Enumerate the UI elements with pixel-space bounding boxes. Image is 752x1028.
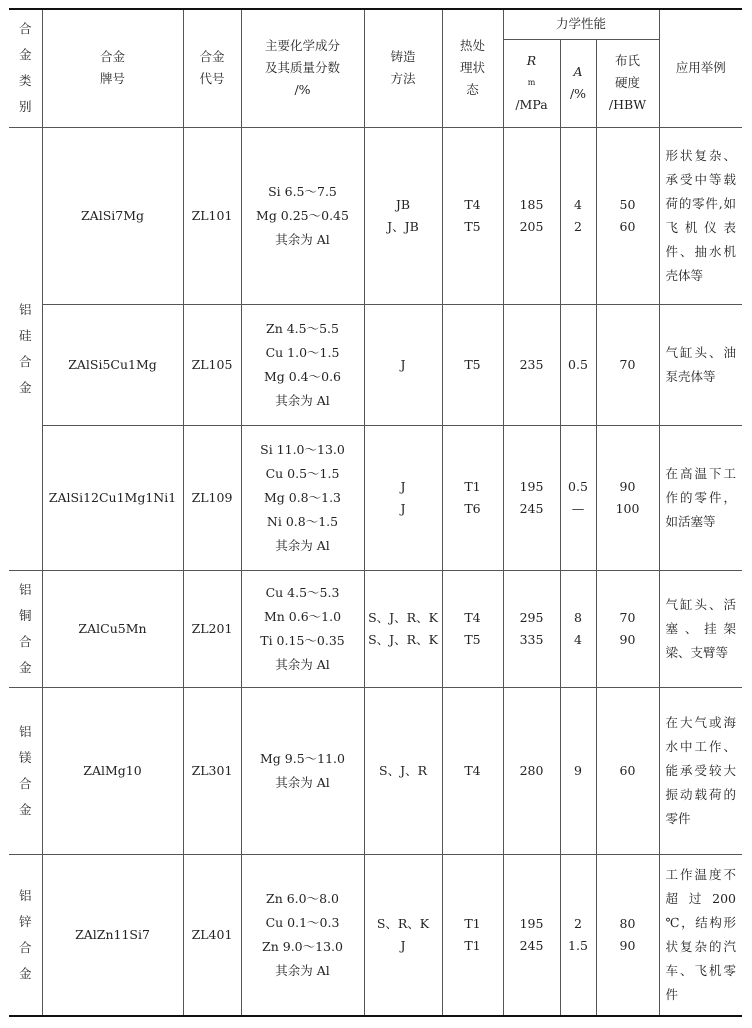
alloy-grade: ZAlSi5Cu1Mg bbox=[42, 304, 183, 425]
application: 在大气或海水中工作、能承受较大振动载荷的零件 bbox=[659, 688, 742, 855]
casting-method: JB J、JB bbox=[364, 127, 442, 304]
tensile-strength: 185 205 bbox=[503, 127, 560, 304]
tensile-strength: 295 335 bbox=[503, 571, 560, 688]
application: 气缸头、活塞、挂架梁、支臂等 bbox=[659, 571, 742, 688]
tensile-strength: 195 245 bbox=[503, 855, 560, 1016]
hardness: 90 100 bbox=[596, 425, 659, 570]
header-hbw: 布氏 硬度 /HBW bbox=[596, 39, 659, 127]
alloy-table bbox=[9, 8, 742, 1017]
elongation: 9 bbox=[560, 688, 596, 855]
composition: Zn 4.5～5.5 Cu 1.0～1.5 Mg 0.4～0.6 其余为 Al bbox=[241, 304, 364, 425]
header-casting: 铸造 方法 bbox=[364, 9, 442, 127]
category-al-cu: 铝 铜 合 金 bbox=[9, 571, 42, 688]
table-row bbox=[9, 571, 742, 688]
alloy-grade: ZAlSi7Mg bbox=[42, 127, 183, 304]
casting-method: S、R、K J bbox=[364, 855, 442, 1016]
heat-treatment: T1 T6 bbox=[442, 425, 503, 570]
hardness: 70 bbox=[596, 304, 659, 425]
header-heat-treatment: 热处 理状 态 bbox=[442, 9, 503, 127]
alloy-code: ZL201 bbox=[183, 571, 241, 688]
hardness: 60 bbox=[596, 688, 659, 855]
heat-treatment: T4 T5 bbox=[442, 127, 503, 304]
application: 工作温度不超过200 ℃，结构形状复杂的汽车、飞机零件 bbox=[659, 855, 742, 1016]
alloy-code: ZL105 bbox=[183, 304, 241, 425]
heat-treatment: T4 T5 bbox=[442, 571, 503, 688]
casting-method: J bbox=[364, 304, 442, 425]
header-composition: 主要化学成分 及其质量分数 /% bbox=[241, 9, 364, 127]
elongation: 0.5 bbox=[560, 304, 596, 425]
composition: Zn 6.0～8.0 Cu 0.1～0.3 Zn 9.0～13.0 其余为 Al bbox=[241, 855, 364, 1016]
header-application: 应用举例 bbox=[659, 9, 742, 127]
application: 在高温下工作的零件，如活塞等 bbox=[659, 425, 742, 570]
table-row bbox=[9, 304, 742, 425]
hardness: 50 60 bbox=[596, 127, 659, 304]
application: 气缸头、油泵壳体等 bbox=[659, 304, 742, 425]
heat-treatment: T5 bbox=[442, 304, 503, 425]
alloy-code: ZL301 bbox=[183, 688, 241, 855]
elongation: 2 1.5 bbox=[560, 855, 596, 1016]
alloy-code: ZL101 bbox=[183, 127, 241, 304]
alloy-grade: ZAlCu5Mn bbox=[42, 571, 183, 688]
composition: Mg 9.5～11.0 其余为 Al bbox=[241, 688, 364, 855]
alloy-code: ZL401 bbox=[183, 855, 241, 1016]
heat-treatment: T1 T1 bbox=[442, 855, 503, 1016]
alloy-grade: ZAlZn11Si7 bbox=[42, 855, 183, 1016]
table-row bbox=[9, 855, 742, 1016]
tensile-strength: 235 bbox=[503, 304, 560, 425]
composition: Si 11.0～13.0 Cu 0.5～1.5 Mg 0.8～1.3 Ni 0.8～1.5 其余为 Al bbox=[241, 425, 364, 570]
alloy-code: ZL109 bbox=[183, 425, 241, 570]
hardness: 80 90 bbox=[596, 855, 659, 1016]
header-mechanical: 力学性能 bbox=[503, 9, 659, 39]
elongation: 4 2 bbox=[560, 127, 596, 304]
category-al-zn: 铝 锌 合 金 bbox=[9, 855, 42, 1016]
composition: Si 6.5～7.5 Mg 0.25～0.45 其余为 Al bbox=[241, 127, 364, 304]
header-a: A /% bbox=[560, 39, 596, 127]
composition: Cu 4.5～5.3 Mn 0.6～1.0 Ti 0.15～0.35 其余为 Al bbox=[241, 571, 364, 688]
elongation: 0.5 — bbox=[560, 425, 596, 570]
elongation: 8 4 bbox=[560, 571, 596, 688]
header-rm: R m /MPa bbox=[503, 39, 560, 127]
table-row bbox=[9, 425, 742, 570]
category-al-si: 铝 硅 合 金 bbox=[9, 127, 42, 570]
alloy-grade: ZAlSi12Cu1Mg1Ni1 bbox=[42, 425, 183, 570]
header-code: 合金 代号 bbox=[183, 9, 241, 127]
header-grade: 合金 牌号 bbox=[42, 9, 183, 127]
table-row bbox=[9, 688, 742, 855]
heat-treatment: T4 bbox=[442, 688, 503, 855]
tensile-strength: 195 245 bbox=[503, 425, 560, 570]
casting-method: S、J、R、K S、J、R、K bbox=[364, 571, 442, 688]
hardness: 70 90 bbox=[596, 571, 659, 688]
header-category: 合 金 类 别 bbox=[9, 9, 42, 127]
tensile-strength: 280 bbox=[503, 688, 560, 855]
category-al-mg: 铝 镁 合 金 bbox=[9, 688, 42, 855]
application: 形状复杂、承受中等载荷的零件,如飞机仪表件、抽水机壳体等 bbox=[659, 127, 742, 304]
alloy-grade: ZAlMg10 bbox=[42, 688, 183, 855]
casting-method: S、J、R bbox=[364, 688, 442, 855]
table-row bbox=[9, 127, 742, 304]
casting-method: J J bbox=[364, 425, 442, 570]
